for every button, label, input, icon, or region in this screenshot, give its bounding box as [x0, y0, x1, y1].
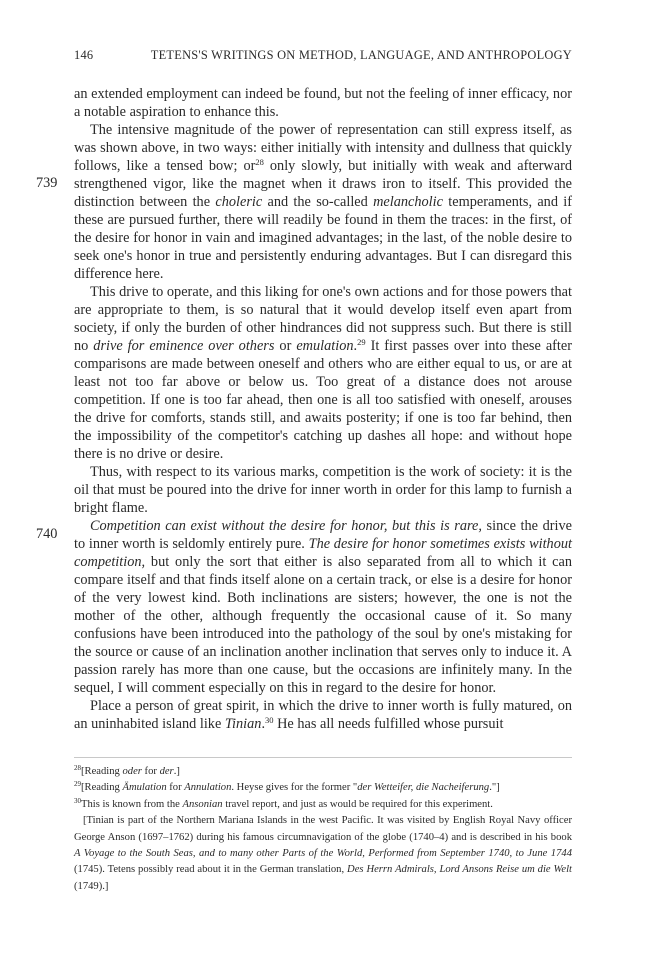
paragraph-6: Place a person of great spirit, in which the drive to inner worth is fully matured, on an uninhabited island like Tinian.$^{30}$ He has all needs fulfilled whose pursuit [74, 698, 572, 732]
paragraph-3: This drive to operate, and this liking for one's own actions and for those powers that are appropriate to them, is so natural that it would develop itself even apart from society, if only the burden of other hindrances did not suppress such. But there is still no drive for eminence over others or emulation.$^{29}$ It first passes over into these after comparisons are made between oneself and others who are either equal to us, or are at least not too far above or below us. Too great of a distance does not arouse competition. If one is too far ahead, then one is all too satisfied with oneself, arouses the drive for comforts, stands still, and awaits posterity; if one is too far behind, then the impossibility of the competitor's catching up dashes all hope: and without hope there is no drive or desire. [74, 284, 573, 462]
margin-number-739: 739 [36, 175, 58, 191]
footnote-30-editorial: [Tinian is part of the Northern Mariana Islands in the west Pacific. It was visited by English Royal Navy officer George Anson (1697–1762) during his famous circumnavigation of the globe (1740–4) and is described in his book A Voyage to the South Seas, and to many other Parts of the World, Performed from September 1740, to June 1744 (1745). Tetens possibly read about it in the German translation, Des Herrn Admirals, Lord Ansons Reise um die Welt (1749).] [74, 815, 572, 892]
paragraph-5: Competition can exist without the desire for honor, but this is rare, since the drive to inner worth is seldomly entirely pure. The desire for honor sometimes exists without competition, but only the sort that either is also separated from all to which it can compare itself and that finds itself alone on a certain track, or else is a desire for honor of the very lowest kind. Both inclinations are sisters; however, the one is not the mother of the other, although frequently the occasional cause of it. So many confusions have been introduced into the pathology of the soul by one's mistaking for the source or cause of an inclination another inclination that serves only to induce it. A passion rarely has more than one cause, but the occasions are infinitely many. In the sequel, I will comment especially on this in regard to the desire for honor. [74, 518, 572, 696]
footnote-rule [74, 757, 572, 758]
page-number: 146 [74, 48, 94, 62]
footnotes [74, 764, 572, 895]
margin-number-740: 740 [36, 526, 58, 542]
running-head: TETENS'S WRITINGS ON METHOD, LANGUAGE, AND ANTHROPOLOGY [150, 48, 572, 62]
footnote-29: $^{29}$[Reading Ämulation for Annulation. Heyse gives for the former "der Wetteifer, die Nacheiferung."] [74, 780, 500, 794]
paragraph-4: Thus, with respect to its various marks, competition is the work of society: it is the oil that must be poured into the drive for inner worth in order for this lamp to furnish a bright flame. [74, 464, 572, 516]
page-header [74, 48, 572, 68]
paragraph-2: The intensive magnitude of the power of representation can still express itself, as was shown above, in two ways: either initially with intensity and dullness that quickly follows, like a tensed bow; $or^{28}$ only slowly, but initially with weak and afterward strengthened vigor, like the magnet when it draws iron to itself. This provided the distinction between the choleric and the so-called melancholic temperaments, and if these are pursued further, there will readily be found in them the traces: in the first, of the desire for honor in vain and imagined advantages; in the last, of the noble desire to seek one's honor in true and persistently enduring advantages. But I can disregard this difference here. [74, 122, 572, 282]
footnote-28: $^{28}$[Reading oder for der.] [74, 764, 180, 777]
footnote-ref-29[interactable]: 29 [357, 337, 366, 347]
footnote-ref-28[interactable]: 28 [255, 157, 264, 167]
footnote-30: $^{30}$This is known from the Ansonian travel report, and just as would be required for this experiment. [74, 796, 493, 810]
main-text [74, 85, 572, 733]
paragraph-1: an extended employment can indeed be found, but not the feeling of inner efficacy, nor a notable aspiration to enhance this. [74, 86, 572, 120]
footnote-ref-30[interactable]: 30 [265, 715, 274, 725]
